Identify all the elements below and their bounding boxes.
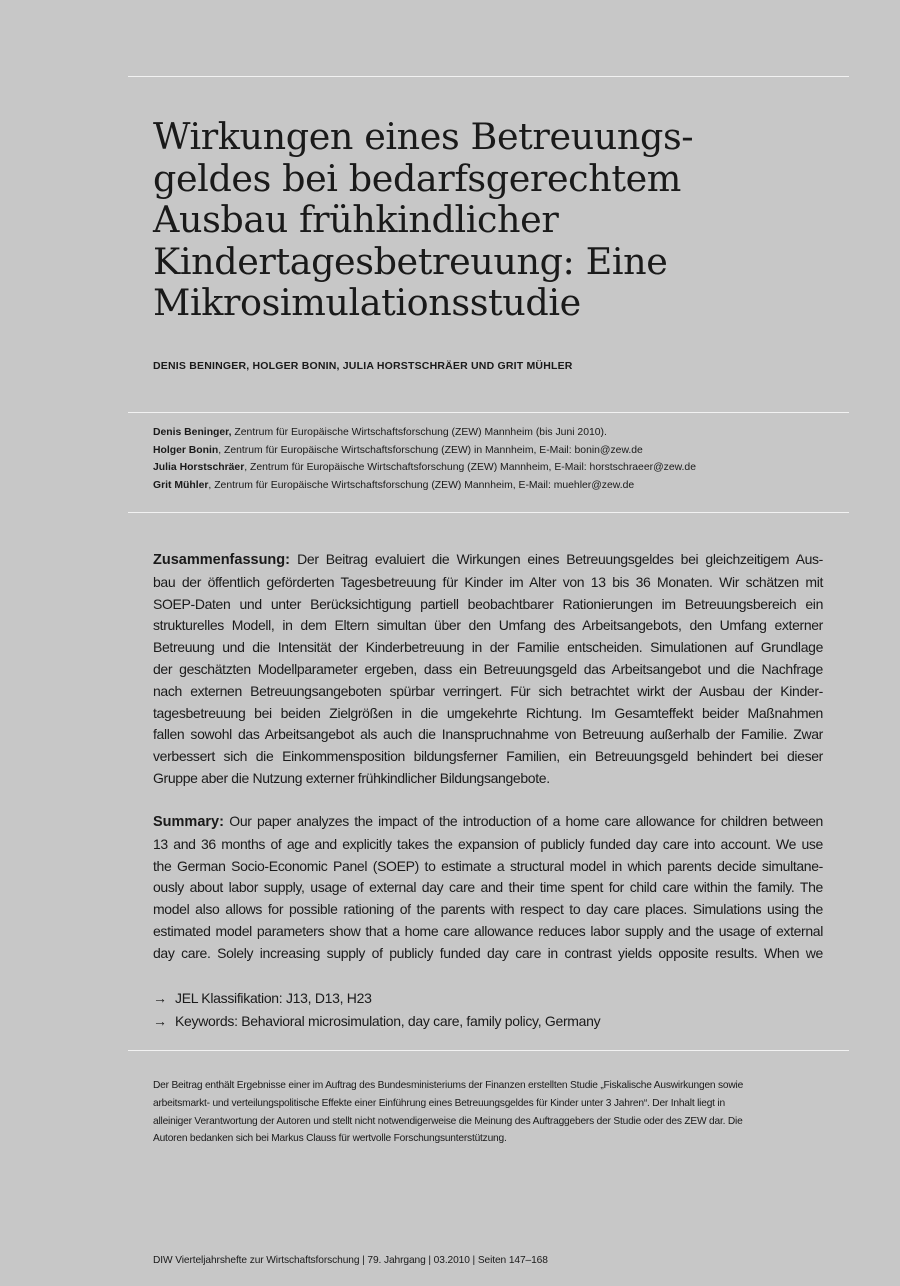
- paper-title: [153, 116, 833, 324]
- affiliation-item: [153, 424, 696, 442]
- affiliation-name: Grit Mühler: [153, 479, 209, 491]
- affiliation-text: , Zentrum für Europäische Wirtschaftsforschung (ZEW) in Mannheim, E-Mail: bonin@zew.de: [218, 444, 643, 456]
- affiliation-item: [153, 442, 696, 460]
- jel-text: JEL Klassifikation: J13, D13, H23: [175, 990, 372, 1006]
- affiliations: [153, 424, 696, 494]
- arrow-right-icon: →: [153, 1012, 167, 1029]
- title-line: geldes bei bedarfsgerechtem: [153, 156, 682, 200]
- footnote-line: alleiniger Verantwortung der Autoren und stellt nicht notwendigerweise die Meinung des Auftraggebers der Studie oder des ZEW dar. Die: [153, 1115, 743, 1127]
- affiliation-text: , Zentrum für Europäische Wirtschaftsforschung (ZEW) Mannheim, E-Mail: muehler@zew.de: [208, 479, 635, 491]
- summary-line: the German Socio-Economic Panel (SOEP) to estimate a structural model in which parents decide simultane-: [153, 857, 823, 874]
- summary-line: [153, 811, 823, 834]
- title-line: Ausbau frühkindlicher: [153, 198, 559, 241]
- title-line: Wirkungen eines Betreuungs-: [153, 115, 694, 158]
- summary-label: Summary:: [153, 814, 224, 830]
- abstract-german: [153, 549, 823, 790]
- author-list: DENIS BENINGER, HOLGER BONIN, JULIA HORSTSCHRÄER UND GRIT MÜHLER: [153, 360, 573, 372]
- abstract-line: bau der öffentlich geförderten Tagesbetreuung für Kinder im Alter von 13 bis 36 Monaten. Wir schätzen mit: [153, 573, 823, 590]
- footnote-line: Autoren bedanken sich bei Markus Clauss für wertvolle Forschungsunterstützung.: [153, 1133, 507, 1145]
- affiliation-text: , Zentrum für Europäische Wirtschaftsforschung (ZEW) Mannheim, E-Mail: horstschraeer@zew.de: [244, 462, 696, 473]
- abstract-line: fallen sowohl das Arbeitsangebot als auch die Inanspruchnahme von Betreuung außerhalb der Familie. Zwar: [153, 726, 823, 743]
- abstract-line: tagesbetreuung bei beiden Zielgrößen in die umgekehrte Richtung. Im Gesamteffekt beider Maßnahmen: [153, 704, 823, 721]
- abstract-line: nach externen Betreuungsangeboten spürbar verringert. Für sich betrachtet wirkt der Ausbau der Kinder-: [153, 682, 823, 699]
- affiliation-item: [153, 477, 696, 495]
- affiliations-divider: [128, 512, 849, 513]
- title-line: Kindertagesbetreuung: Eine: [153, 239, 668, 283]
- title-line: Mikrosimulationsstudie: [153, 281, 581, 324]
- footnote: [153, 1077, 825, 1148]
- footnote-line: arbeitsmarkt- und verteilungspolitische Effekte einer Einführung eines Betreuungsgeldes für Kinder unter 3 Jahren“. Der Inhalt liegt in: [153, 1097, 725, 1109]
- authors-divider: [128, 412, 849, 413]
- abstract-line: der geschätzten Modellparameter ergeben, dass ein Betreuungsgeld das Arbeitsangebot und die Nachfrage: [153, 660, 823, 677]
- affiliation-item: [153, 459, 696, 477]
- footnote-line: Der Beitrag enthält Ergebnisse einer im Auftrag des Bundesministeriums der Finanzen erstellten Studie „Fiskalische Auswirkungen sowie: [153, 1080, 744, 1091]
- affiliation-name: Julia Horstschräer: [153, 462, 245, 473]
- summary-line: 13 and 36 months of age and explicitly takes the expansion of publicly funded day care into account. We use: [153, 835, 823, 852]
- affiliation-name: Denis Beninger,: [153, 427, 232, 438]
- abstract-line-text: Der Beitrag evaluiert die Wirkungen eines Betreuungsgeldes bei gleichzeitigem Aus-: [289, 551, 823, 567]
- abstract-line: Gruppe aber die Nutzung externer frühkindlicher Bildungsangebote.: [153, 769, 550, 786]
- abstract-line: Betreuung und die Intensität der Kinderbetreuung in der Familie entscheiden. Simulationen auf Grundlage: [153, 639, 823, 656]
- abstract-label: Zusammenfassung:: [153, 552, 290, 568]
- journal-citation: DIW Vierteljahrshefte zur Wirtschaftsforschung | 79. Jahrgang | 03.2010 | Seiten 147–168: [153, 1255, 548, 1266]
- abstract-english: [153, 811, 823, 965]
- footnote-divider: [128, 1050, 849, 1051]
- summary-line: ously about labor supply, usage of external day care and their time spent for child care within the family. The: [153, 879, 823, 896]
- abstract-line: [153, 549, 823, 572]
- keywords-text: Keywords: Behavioral microsimulation, day care, family policy, Germany: [175, 1012, 601, 1029]
- summary-line-text: Our paper analyzes the impact of the introduction of a home care allowance for children between: [223, 813, 823, 829]
- summary-line: day care. Solely increasing supply of publicly funded day care in contrast yields opposite results. When we: [153, 944, 823, 961]
- abstract-line: SOEP-Daten und unter Berücksichtigung partiell beobachtbarer Rationierungen im Betreuungsbereich ein: [153, 595, 823, 612]
- abstract-line: verbessert sich die Einkommensposition bildungsferner Familien, ein Betreuungsgeld behindert bei dieser: [153, 748, 823, 765]
- jel-classification: [153, 987, 600, 1010]
- keywords-line: [153, 1010, 600, 1033]
- summary-line: model also allows for possible rationing of the parents with respect to day care places. Simulations using the: [153, 901, 823, 918]
- affiliation-name: Holger Bonin: [153, 444, 219, 456]
- keywords-block: [153, 987, 600, 1032]
- arrow-right-icon: →: [153, 990, 167, 1006]
- affiliation-text: Zentrum für Europäische Wirtschaftsforschung (ZEW) Mannheim (bis Juni 2010).: [231, 427, 607, 438]
- abstract-line: strukturelles Modell, in dem Eltern simultan über den Umfang des Arbeitsangebots, den Umfang externer: [153, 617, 823, 634]
- top-divider: [128, 76, 849, 77]
- summary-line: estimated model parameters show that a home care allowance reduces labor supply and the usage of external: [153, 922, 823, 939]
